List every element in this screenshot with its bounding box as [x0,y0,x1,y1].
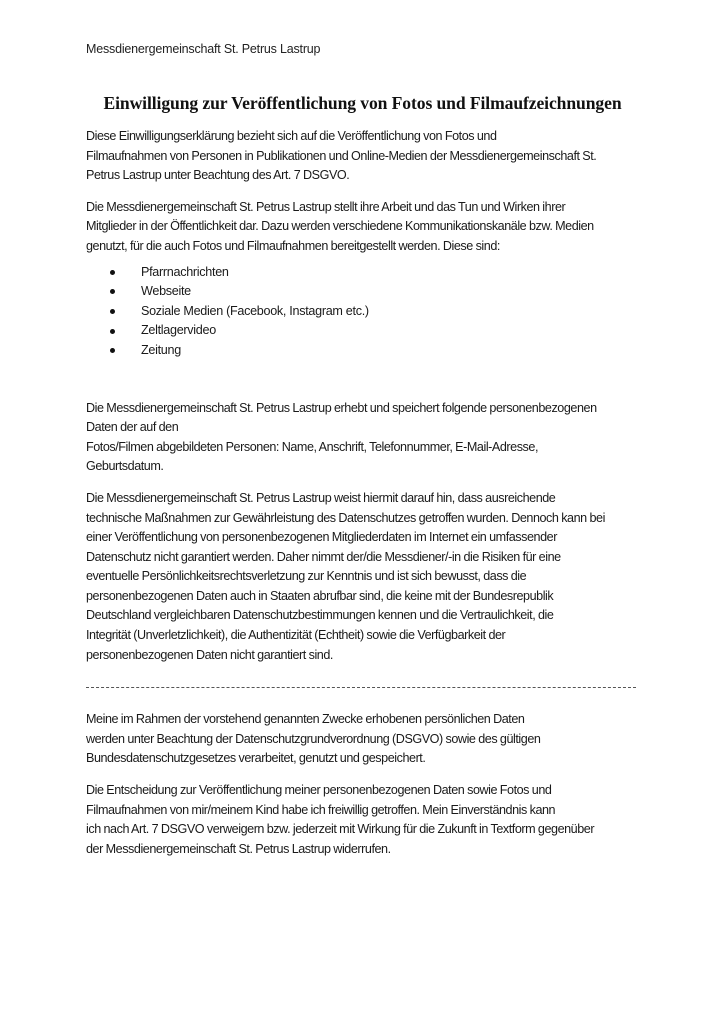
data-processing-paragraph [86,710,646,769]
list-item [86,341,724,361]
text-line: Die Messdienergemeinschaft St. Petrus Lastrup erhebt und speichert folgende personenbezogenen [86,400,597,415]
bullet-icon [110,329,115,334]
media-channel-list [86,263,724,361]
text-line: eventuelle Persönlichkeitsrechtsverletzung zur Kenntnis und ist sich bewusst, dass die [86,569,527,584]
consent-decision-paragraph [86,781,646,859]
text-line: Meine im Rahmen der vorstehend genannten Zwecke erhobenen persönlichen Daten [86,712,525,727]
list-item [86,282,724,302]
bullet-icon [110,348,115,353]
list-item-label: Webseite [141,284,191,299]
text-line: Die Entscheidung zur Veröffentlichung meiner personenbezogenen Daten sowie Fotos und [86,783,552,798]
text-line: Bundesdatenschutzgesetzes verarbeitet, genutzt und gespeichert. [86,751,426,766]
bullet-icon [110,270,115,275]
intro-paragraph [86,127,646,186]
text-line: ich nach Art. 7 DSGVO verweigern bzw. jederzeit mit Wirkung für die Zukunft in Textform gegenüber [86,822,595,837]
text-line: personenbezogenen Daten nicht garantiert sind. [86,647,333,662]
text-line: genutzt, für die auch Fotos und Filmaufnahmen bereitgestellt werden. Diese sind: [86,238,500,253]
list-item [86,321,724,341]
text-line: technische Maßnahmen zur Gewährleistung des Datenschutzes getroffen wurden. Dennoch kann bei [86,510,605,525]
text-line: der Messdienergemeinschaft St. Petrus Lastrup widerrufen. [86,841,391,856]
text-line: Deutschland vergleichbaren Datenschutzbestimmungen kennen und die Vertraulichkeit, die [86,608,554,623]
dashed-divider [86,687,636,688]
text-line: Mitglieder in der Öffentlichkeit dar. Dazu werden verschiedene Kommunikationskanäle bzw. Medien [86,219,594,234]
text-line: Datenschutz nicht garantiert werden. Daher nimmt der/die Messdiener/-in die Risiken für eine [86,549,561,564]
text-line: Die Messdienergemeinschaft St. Petrus Lastrup weist hiermit darauf hin, dass ausreichende [86,490,556,505]
text-line: einer Veröffentlichung von personenbezogenen Mitgliederdaten im Internet ein umfassender [86,530,557,545]
text-line: Daten der auf den [86,420,179,435]
list-item [86,263,724,283]
list-item-label: Zeitung [141,342,181,357]
list-item-label: Soziale Medien (Facebook, Instagram etc.) [141,303,369,318]
text-line: Integrität (Unverletzlichkeit), die Authentizität (Echtheit) sowie die Verfügbarkeit der [86,628,506,643]
text-line: Filmaufnahmen von Personen in Publikationen und Online-Medien der Messdienergemeinschaft St. [86,148,597,163]
text-line: Filmaufnahmen von mir/meinem Kind habe ich freiwillig getroffen. Mein Einverständnis kann [86,802,556,817]
text-line: Diese Einwilligungserklärung bezieht sich auf die Veröffentlichung von Fotos und [86,129,497,143]
spacer [86,361,724,399]
list-item [86,302,724,322]
collected-data-paragraph [86,399,646,477]
bullet-icon [110,309,115,314]
privacy-risk-paragraph [86,489,646,665]
text-line: personenbezogenen Daten auch in Staaten abrufbar sind, die keine mit der Bundesrepublik [86,588,554,603]
text-line: Geburtsdatum. [86,459,164,474]
text-line: Petrus Lastrup unter Beachtung des Art. 7 DSGVO. [86,168,350,183]
bullet-icon [110,289,115,294]
document-title: Einwilligung zur Veröffentlichung von Fotos und Filmaufzeichnungen [103,93,622,113]
document-header: Messdienergemeinschaft St. Petrus Lastrup [86,42,321,56]
media-usage-paragraph [86,198,646,257]
text-line: werden unter Beachtung der Datenschutzgrundverordnung (DSGVO) sowie des gültigen [86,731,541,746]
list-item-label: Pfarrnachrichten [141,264,229,279]
text-line: Die Messdienergemeinschaft St. Petrus Lastrup stellt ihre Arbeit und das Tun und Wirken ihrer [86,199,566,214]
text-line: Fotos/Filmen abgebildeten Personen: Name, Anschrift, Telefonnummer, E-Mail-Adresse, [86,439,539,454]
list-item-label: Zeltlagervideo [141,323,216,338]
